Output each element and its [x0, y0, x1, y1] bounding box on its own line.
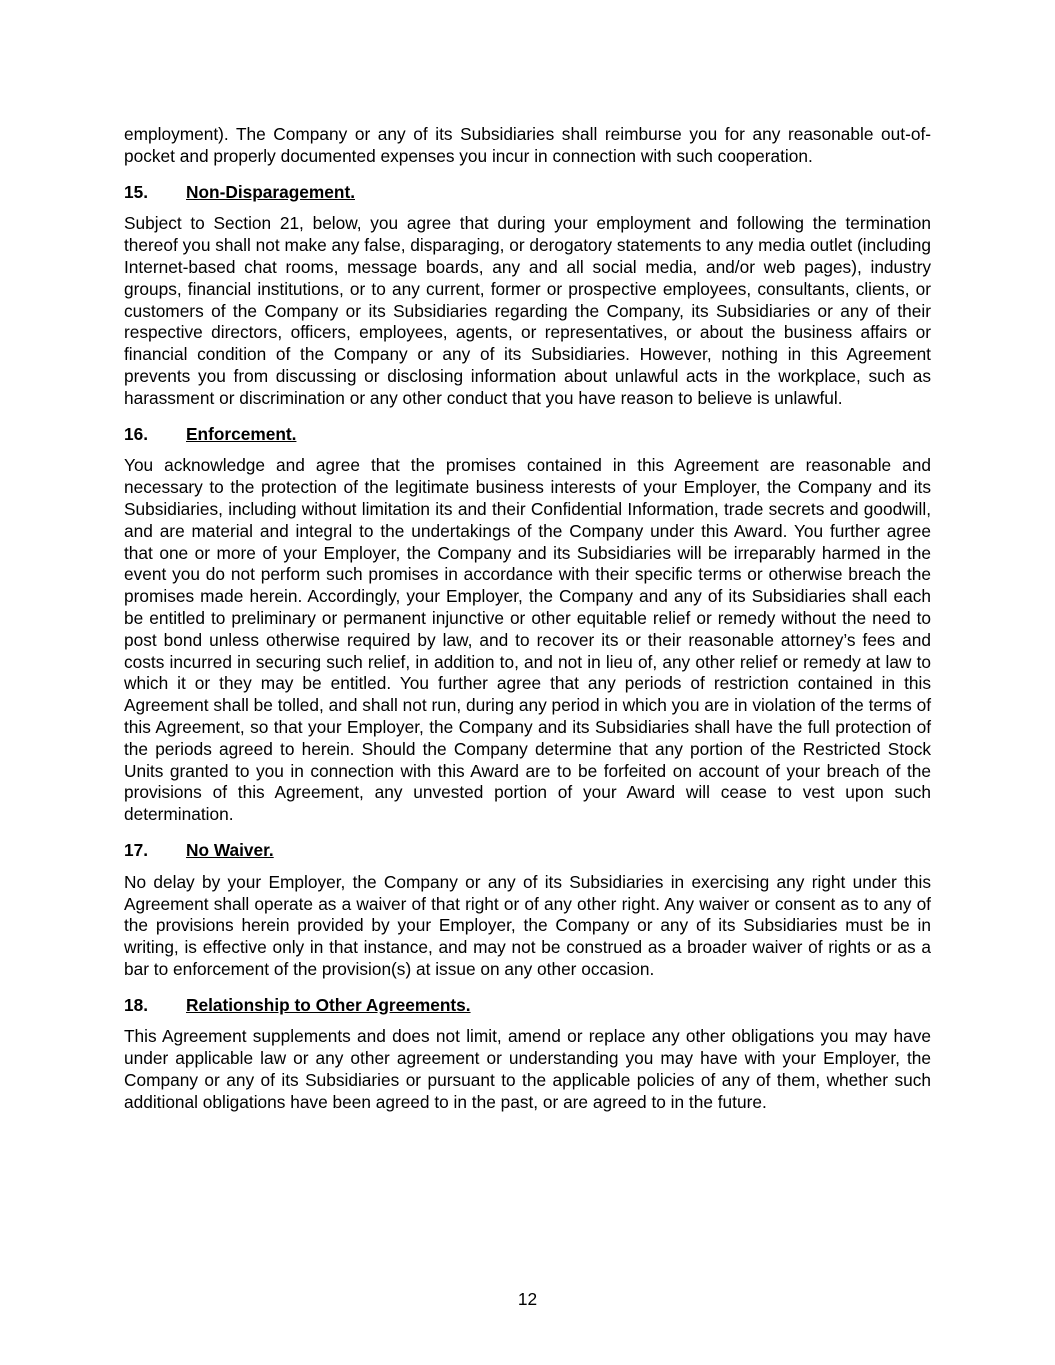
section-18: [124, 995, 931, 1114]
section-15: [124, 182, 931, 410]
section-title: Non-Disparagement.: [186, 181, 355, 202]
section-17: [124, 840, 931, 981]
section-16: [124, 424, 931, 826]
section-heading: [124, 995, 931, 1017]
section-heading: [124, 840, 931, 862]
intro-paragraph: employment). The Company or any of its Subsidiaries shall reimburse you for any reasonable out-of-pocket and properly documented expenses you incur in connection with such cooperation.: [124, 124, 931, 166]
section-title: No Waiver.: [186, 839, 274, 860]
section-body: This Agreement supplements and does not limit, amend or replace any other obligations you may have under applicable law or any other agreement or understanding you may have with your Employer, the Company or any of its Subsidiaries or pursuant to the applicable policies of any of them, whether such additional obligations have been agreed to in the past, or are agreed to in the future.: [124, 1026, 931, 1112]
section-number: 18.: [124, 994, 149, 1015]
document-page: [124, 124, 931, 1114]
page-number: 12: [517, 1289, 538, 1309]
section-heading: [124, 182, 931, 204]
section-body: No delay by your Employer, the Company or any of its Subsidiaries in exercising any right under this Agreement shall operate as a waiver of that right or of any other right. Any waiver or consent as to any of the provisions herein provided by your Employer, the Company or any of its Subsidiaries must be in writing, is effective only in that instance, and may not be construed as a broader waiver of rights or as a bar to enforcement of the provision(s) at issue on any other occasion.: [124, 871, 931, 979]
section-number: 16.: [124, 423, 149, 444]
section-title: Enforcement.: [186, 423, 297, 444]
section-number: 15.: [124, 181, 149, 202]
section-title: Relationship to Other Agreements.: [186, 994, 471, 1015]
section-body: You acknowledge and agree that the promises contained in this Agreement are reasonable and necessary to the protection of the legitimate business interests of your Employer, the Company and its Subsidiaries, including without limitation its and their Confidential Information, trade secrets and goodwill, and are material and integral to the undertakings of the Company under this Award. You further agree that one or more of your Employer, the Company and its Subsidiaries will be irreparably harmed in the event you do not perform such promises in accordance with their specific terms or otherwise breach the promises made herein. Accordingly, your Employer, the Company and any of its Subsidiaries shall each be entitled to preliminary or permanent injunctive or other equitable relief or remedy without the need to post bond unless otherwise required by law, and to recover its or their reasonable attorney’s fees and costs incurred in securing such relief, in addition to, and not in lieu of, any other relief or remedy at law to which it or they may be entitled. You further agree that any periods of restriction contained in this Agreement shall be tolled, and shall not run, during any period in which you are in violation of the terms of this Agreement, so that your Employer, the Company and its Subsidiaries shall have the full protection of the periods agreed to herein. Should the Company determine that any portion of the Restricted Stock Units granted to you in connection with this Award are to be forfeited on account of your breach of the provisions of this Agreement, any unvested portion of your Award will cease to vest upon such determination.: [124, 455, 931, 825]
section-number: 17.: [124, 839, 149, 860]
section-body: Subject to Section 21, below, you agree that during your employment and following the termination thereof you shall not make any false, disparaging, or derogatory statements to any media outlet (including Internet-based chat rooms, message boards, any and all social media, and/or web pages), industry groups, financial institutions, or to any current, former or prospective employees, consultants, clients, or customers of the Company or its Subsidiaries regarding the Company, its Subsidiaries or any of their respective directors, officers, employees, agents, or representatives, or about the business affairs or financial condition of the Company or any of its Subsidiaries. However, nothing in this Agreement prevents you from discussing or disclosing information about unlawful acts in the workplace, such as harassment or discrimination or any other conduct that you have reason to believe is unlawful.: [124, 213, 931, 408]
section-heading: [124, 424, 931, 446]
